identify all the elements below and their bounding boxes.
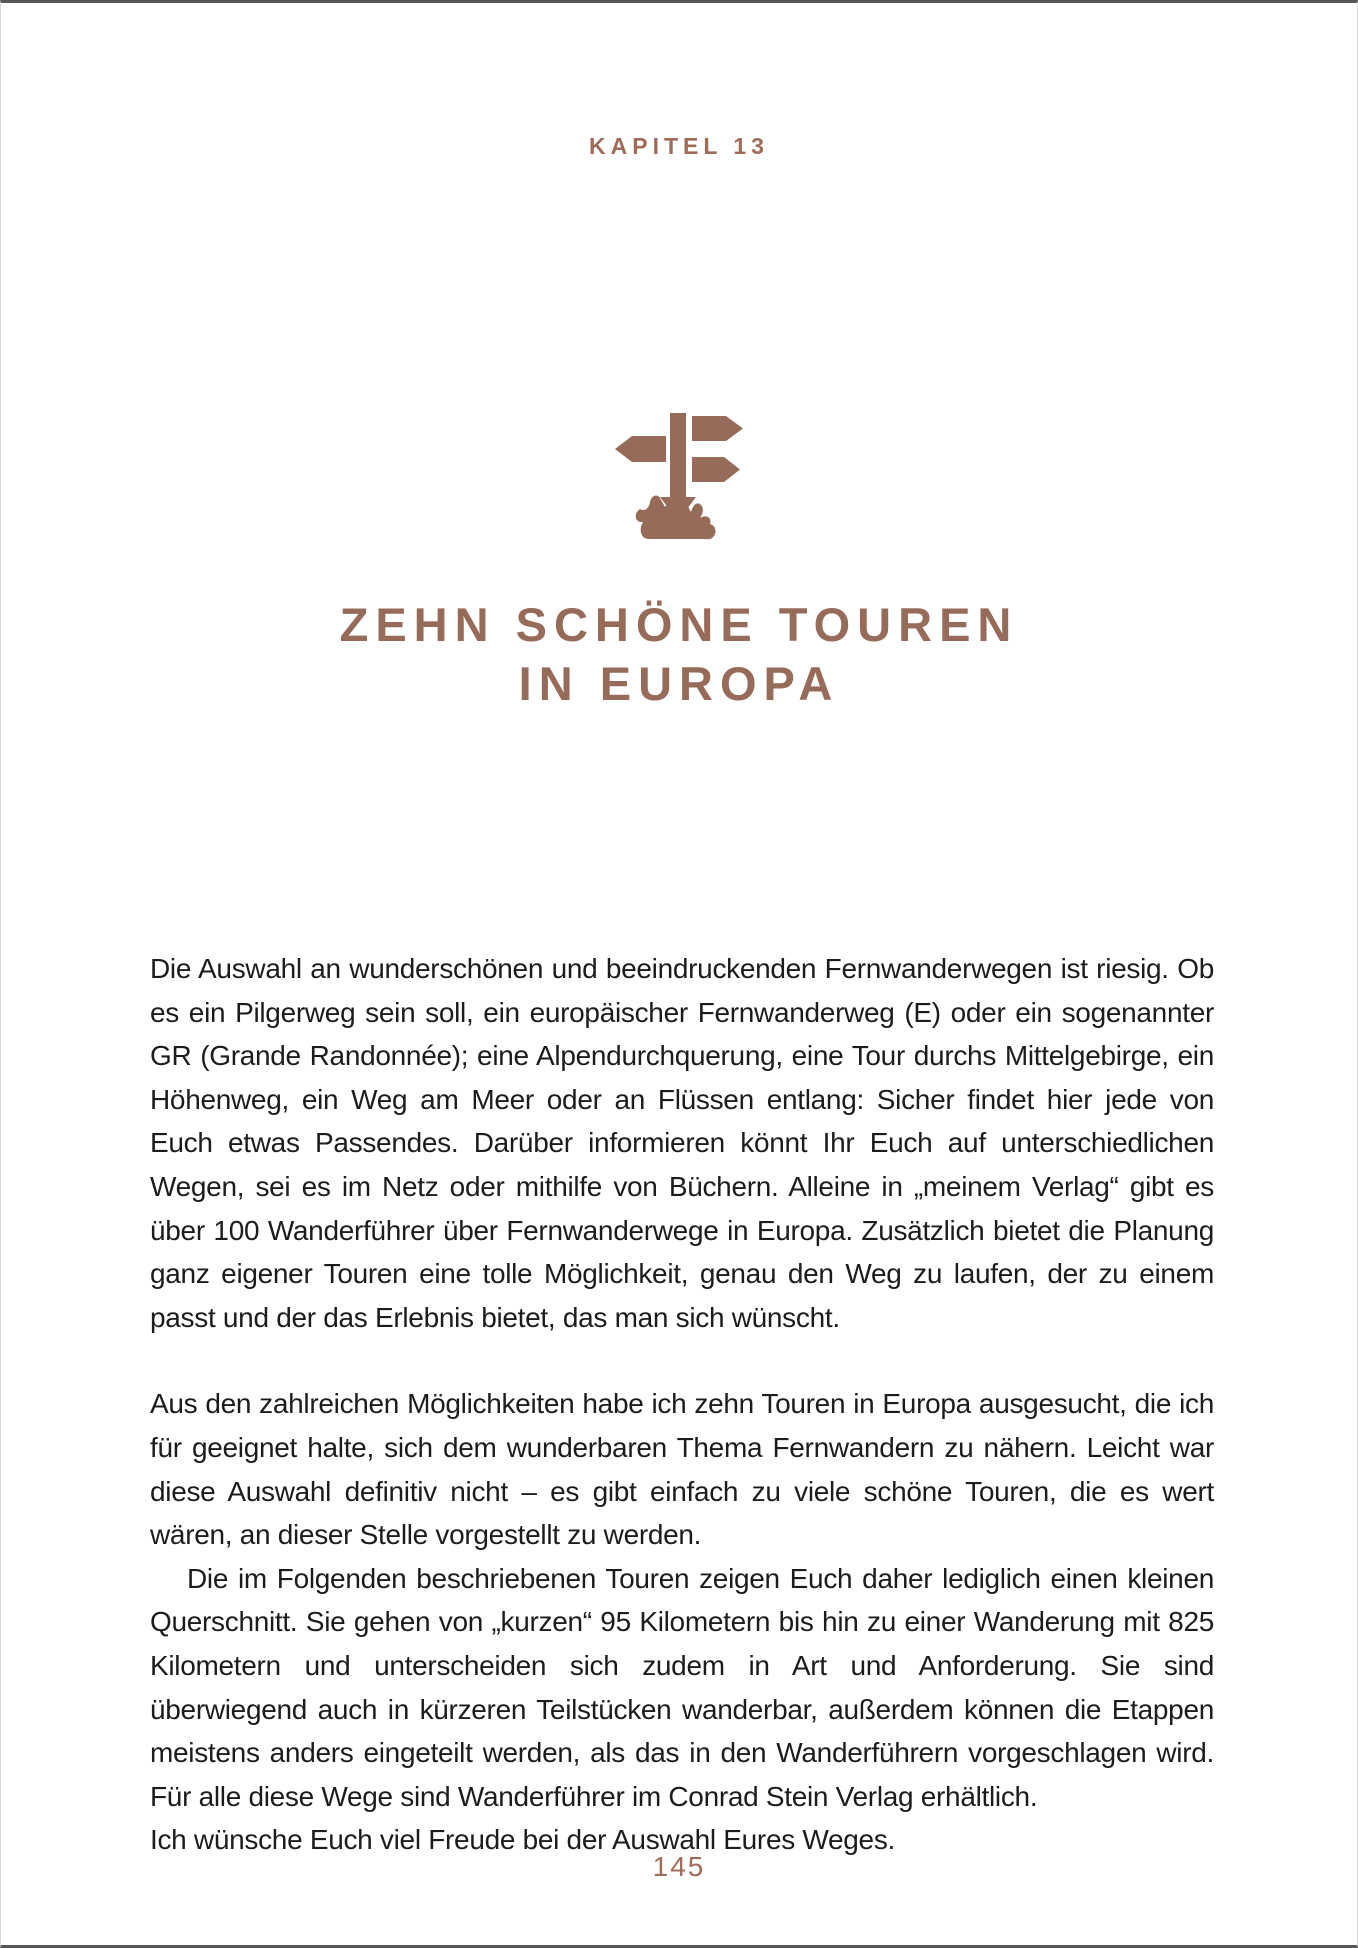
page-number: 145 <box>652 1851 706 1882</box>
body-text <box>150 947 1214 1862</box>
signpost-icon <box>613 413 745 541</box>
paragraph-1: Die Auswahl an wunderschönen und beeindruckenden Fernwanderwegen ist riesig. Ob es ein Pilgerweg sein soll, ein europäischer Fernwanderweg (E) oder ein sogenannter GR (Grande Randonnée); eine Alpendurchquerung, eine Tour durchs Mittelgebirge, ein Höhenweg, ein Weg am Meer oder an Flüssen entlang: Sicher findet hier jede von Euch etwas Passendes. Darüber informieren könnt Ihr Euch auf unterschiedlichen Wegen, sei es im Netz oder mithilfe von Büchern. Alleine in „meinem Verlag“ gibt es über 100 Wanderführer über Fernwanderwege in Europa. Zusätzlich bietet die Planung ganz eigener Touren eine tolle Möglichkeit, genau den Weg zu laufen, der zu einem passt und der das Erlebnis bietet, das man sich wünscht. <box>150 953 1214 1333</box>
chapter-title-line-1: ZEHN SCHÖNE TOUREN <box>339 598 1019 651</box>
chapter-label: KAPITEL 13 <box>589 133 769 159</box>
chapter-title-line-2: IN EUROPA <box>518 657 840 710</box>
paragraph-3: Die im Folgenden beschriebenen Touren zeigen Euch daher lediglich einen kleinen Querschnitt. Sie gehen von „kurzen“ 95 Kilometern bis hin zu einer Wanderung mit 825 Kilometern und unterscheiden sich zudem in Art und Anforderung. Sie sind überwiegend auch in kürzeren Teilstücken wanderbar, außerdem können die Etappen meistens anders eingeteilt werden, als das in den Wanderführern vorgeschlagen wird. Für alle diese Wege sind Wanderführer im Conrad Stein Verlag erhältlich. <box>150 1562 1214 1812</box>
paragraph-4: Ich wünsche Euch viel Freude bei der Auswahl Eures Weges. <box>150 1824 896 1856</box>
chapter-title <box>1 595 1357 713</box>
paragraph-2: Aus den zahlreichen Möglichkeiten habe ich zehn Touren in Europa ausgesucht, die ich für geeignet halte, sich dem wunderbaren Thema Fernwandern zu nähern. Leicht war diese Auswahl definitiv nicht – es gibt einfach zu viele schöne Touren, die es wert wären, an dieser Stelle vorgestellt zu werden. <box>150 1388 1214 1551</box>
